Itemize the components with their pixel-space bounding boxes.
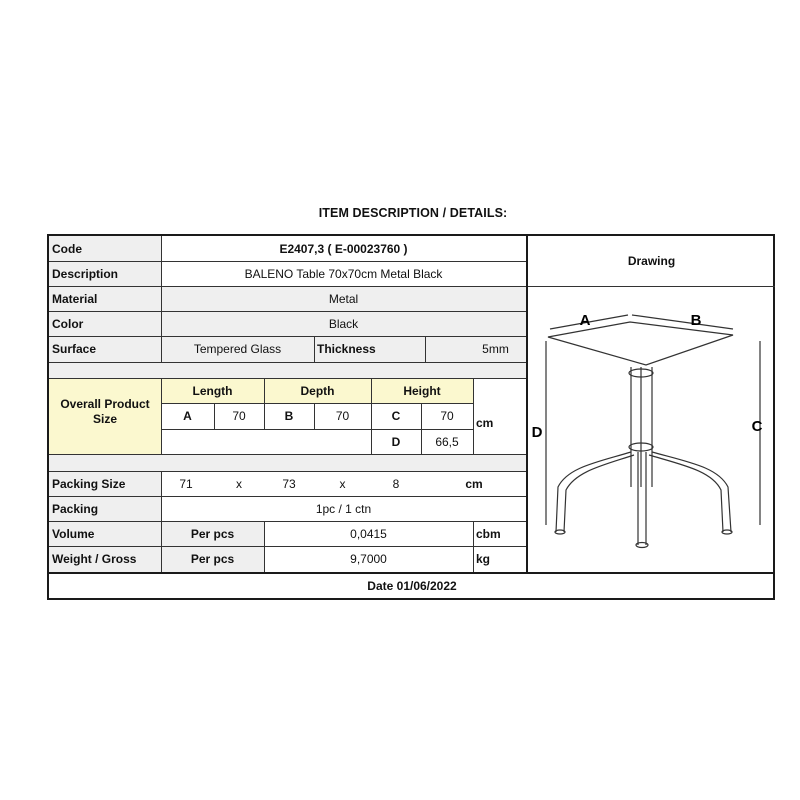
dim-a-value: 70	[232, 409, 246, 423]
packing-size-label: Packing Size	[52, 476, 126, 491]
drawing-label-b: B	[690, 312, 702, 329]
volume-unit: cbm	[476, 526, 501, 541]
leg-left	[556, 452, 631, 532]
packing-value: 1pc / 1 ctn	[315, 501, 372, 516]
overall-size-label-line1: Overall Product	[60, 397, 150, 411]
packing-depth: 73	[282, 476, 296, 491]
dim-b-value: 70	[335, 409, 350, 423]
code-value: E2407,3 ( E-00023760 )	[279, 241, 408, 256]
spacer-row-1	[49, 362, 526, 378]
surface-label: Surface	[52, 342, 97, 356]
dimension-b-line	[632, 315, 733, 329]
packing-x1: x	[236, 476, 242, 491]
dim-d-value: 66,5	[435, 434, 459, 449]
packing-x2: x	[339, 476, 346, 491]
table-drawing-svg	[528, 287, 775, 572]
table-drawing	[528, 287, 775, 572]
material-value: Metal	[328, 291, 359, 306]
thickness-label: Thickness	[317, 342, 376, 356]
overall-size-label-line2: Size	[92, 412, 117, 426]
page-title: ITEM DESCRIPTION / DETAILS:	[318, 206, 508, 220]
code-label: Code	[52, 241, 82, 256]
leg-front	[638, 452, 646, 545]
description-value: BALENO Table 70x70cm Metal Black	[244, 266, 443, 281]
packing-unit: cm	[465, 476, 483, 491]
color-label: Color	[52, 316, 84, 331]
size-unit: cm	[476, 416, 494, 430]
packing-height: 8	[392, 476, 400, 491]
dim-a-letter: A	[183, 409, 192, 423]
overall-size-label	[49, 378, 161, 454]
packing-width: 71	[179, 476, 193, 491]
drawing-label-a: A	[579, 312, 591, 329]
drawing-label-c: C	[751, 418, 763, 435]
height-header: Height	[403, 383, 441, 398]
material-label: Material	[52, 291, 98, 306]
depth-header: Depth	[300, 383, 335, 398]
weight-value: 9,7000	[350, 552, 387, 566]
thickness-value: 5mm	[482, 342, 509, 356]
dim-d-letter: D	[391, 434, 401, 449]
weight-per: Per pcs	[190, 552, 235, 566]
spacer-row-2	[49, 454, 526, 471]
description-label: Description	[52, 266, 119, 281]
volume-label: Volume	[52, 526, 95, 541]
color-value: Black	[328, 316, 359, 331]
packing-label: Packing	[52, 501, 99, 516]
leg-right	[652, 452, 731, 532]
volume-per: Per pcs	[190, 526, 235, 541]
weight-label: Weight / Gross	[52, 552, 137, 566]
table-top	[548, 322, 733, 365]
volume-value: 0,0415	[350, 526, 387, 541]
footer-date: Date 01/06/2022	[367, 579, 457, 593]
length-header: Length	[192, 383, 233, 398]
dim-c-value: 70	[440, 409, 454, 423]
surface-value: Tempered Glass	[193, 342, 282, 356]
table-post	[631, 367, 652, 487]
dim-c-letter: C	[391, 409, 401, 423]
dim-b-letter: B	[284, 409, 294, 423]
weight-unit: kg	[476, 552, 491, 566]
drawing-title: Drawing	[627, 254, 676, 268]
drawing-label-d: D	[531, 424, 543, 441]
spec-table	[47, 234, 775, 600]
